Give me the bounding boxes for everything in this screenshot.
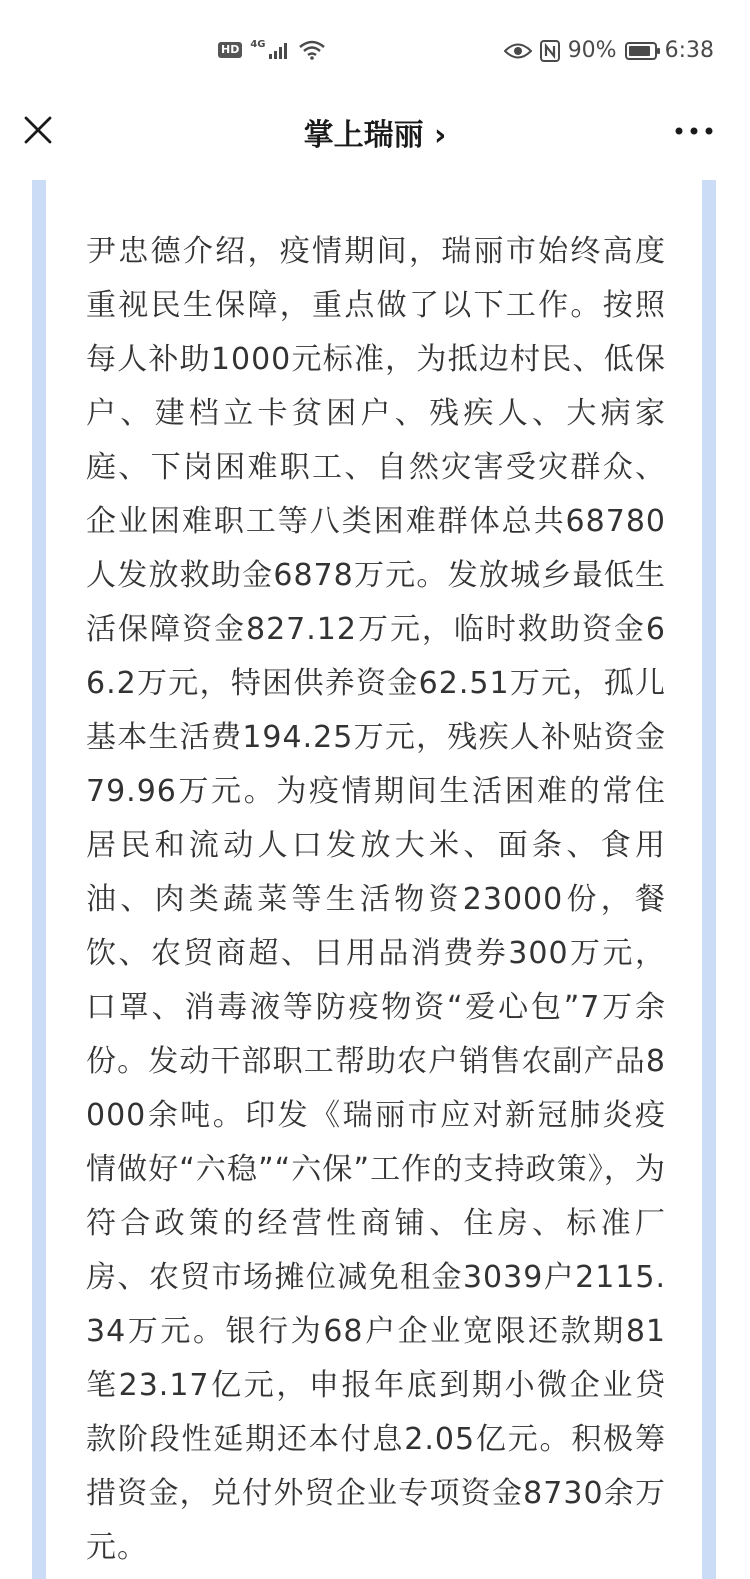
battery-fill <box>629 46 651 56</box>
signal-icon <box>268 41 290 59</box>
eye-comfort-icon <box>504 42 532 60</box>
article-body: 尹忠德介绍，疫情期间，瑞丽市始终高度重视民生保障，重点做了以下工作。按照每人补助1000元标准，为抵边村民、低保户、建档立卡贫困户、残疾人、大病家庭、下岗困难职工、自然灾害受灾群众、企业困难职工等八类困难群体总共68780人发放救助金6878万元。发放城乡最低生活保障资金827.12万元，临时救助资金66.2万元，特困供养资金62.51万元，孤儿基本生活费194.25万元，残疾人补贴资金79.96万元。为疫情期间生活困难的常住居民和流动人口发放大米、面条、食用油、肉类蔬菜等生活物资23000份，餐饮、农贸商超、日用品消费券300万元，口罩、消毒液等防疫物资“爱心包”7万余份。发动干部职工帮助农户销售农副产品8000余吨。印发《瑞丽市应对新冠肺炎疫情做好“六稳”“六保”工作的支持政策》，为符合政策的经营性商铺、住房、标准厂房、农贸市场摊位减免租金3039户2115.34万元。银行为68户企业宽限还款期81笔23.17亿元，申报年底到期小微企业贷款阶段性延期还本付息2.05亿元。积极筹措资金，兑付外贸企业专项资金8730余万元。 <box>86 234 666 1565</box>
clock: 6:38 <box>664 38 714 63</box>
account-title[interactable]: 掌上瑞丽 › <box>303 118 447 153</box>
status-bar <box>0 0 750 80</box>
hd-badge: HD <box>218 42 242 58</box>
status-right <box>504 38 714 63</box>
battery-percent: 90% <box>567 38 617 63</box>
more-icon[interactable] <box>674 126 714 136</box>
status-left <box>218 40 326 60</box>
network-type: 4G <box>250 38 266 50</box>
nav-bar <box>0 80 750 180</box>
nfc-icon <box>540 40 560 62</box>
wifi-icon <box>298 40 326 60</box>
battery-icon <box>625 42 657 60</box>
